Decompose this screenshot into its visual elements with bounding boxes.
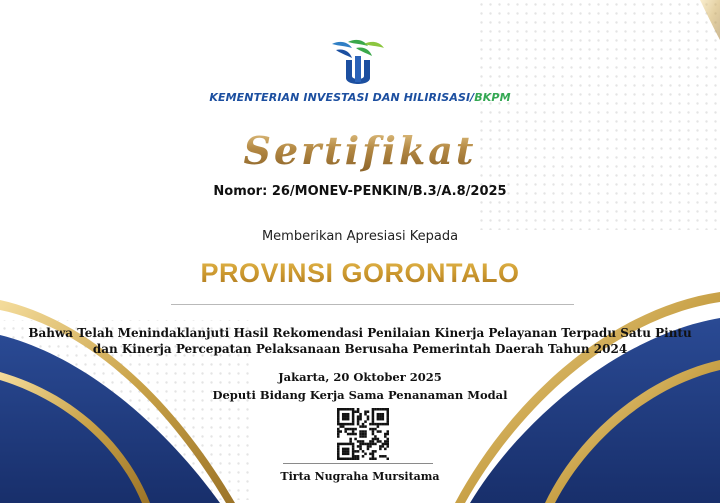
ministry-name-separator: / xyxy=(470,91,475,104)
ministry-name xyxy=(0,91,720,104)
appreciation-text: Memberikan Apresiasi Kepada xyxy=(261,229,459,244)
qr-code-icon xyxy=(337,408,389,460)
certificate-number: Nomor: 26/MONEV-PENKIN/B.3/A.8/2025 xyxy=(213,184,507,199)
place-date: Jakarta, 20 Oktober 2025 xyxy=(278,370,442,384)
ministry-name-main: KEMENTERIAN INVESTASI DAN HILIRISASI xyxy=(209,91,471,104)
divider-line xyxy=(171,304,574,305)
signer-position: Deputi Bidang Kerja Sama Penanaman Modal xyxy=(212,388,508,402)
signer-name: Tirta Nugraha Mursitama xyxy=(280,470,440,483)
description-line-2: dan Kinerja Percepatan Pelaksanaan Berusaha Pemerintah Daerah Tahun 2024 xyxy=(92,342,628,356)
ministry-name-suffix: BKPM xyxy=(474,91,511,104)
description xyxy=(0,325,720,357)
bkpm-logo-icon xyxy=(326,38,390,86)
description-line-1: Bahwa Telah Menindaklanjuti Hasil Rekomendasi Penilaian Kinerja Pelayanan Terpadu Satu Pintu xyxy=(28,326,692,340)
certificate-title: Sertifikat xyxy=(0,128,720,173)
recipient-name: PROVINSI GORONTALO xyxy=(0,258,720,289)
signature-line xyxy=(283,463,433,464)
